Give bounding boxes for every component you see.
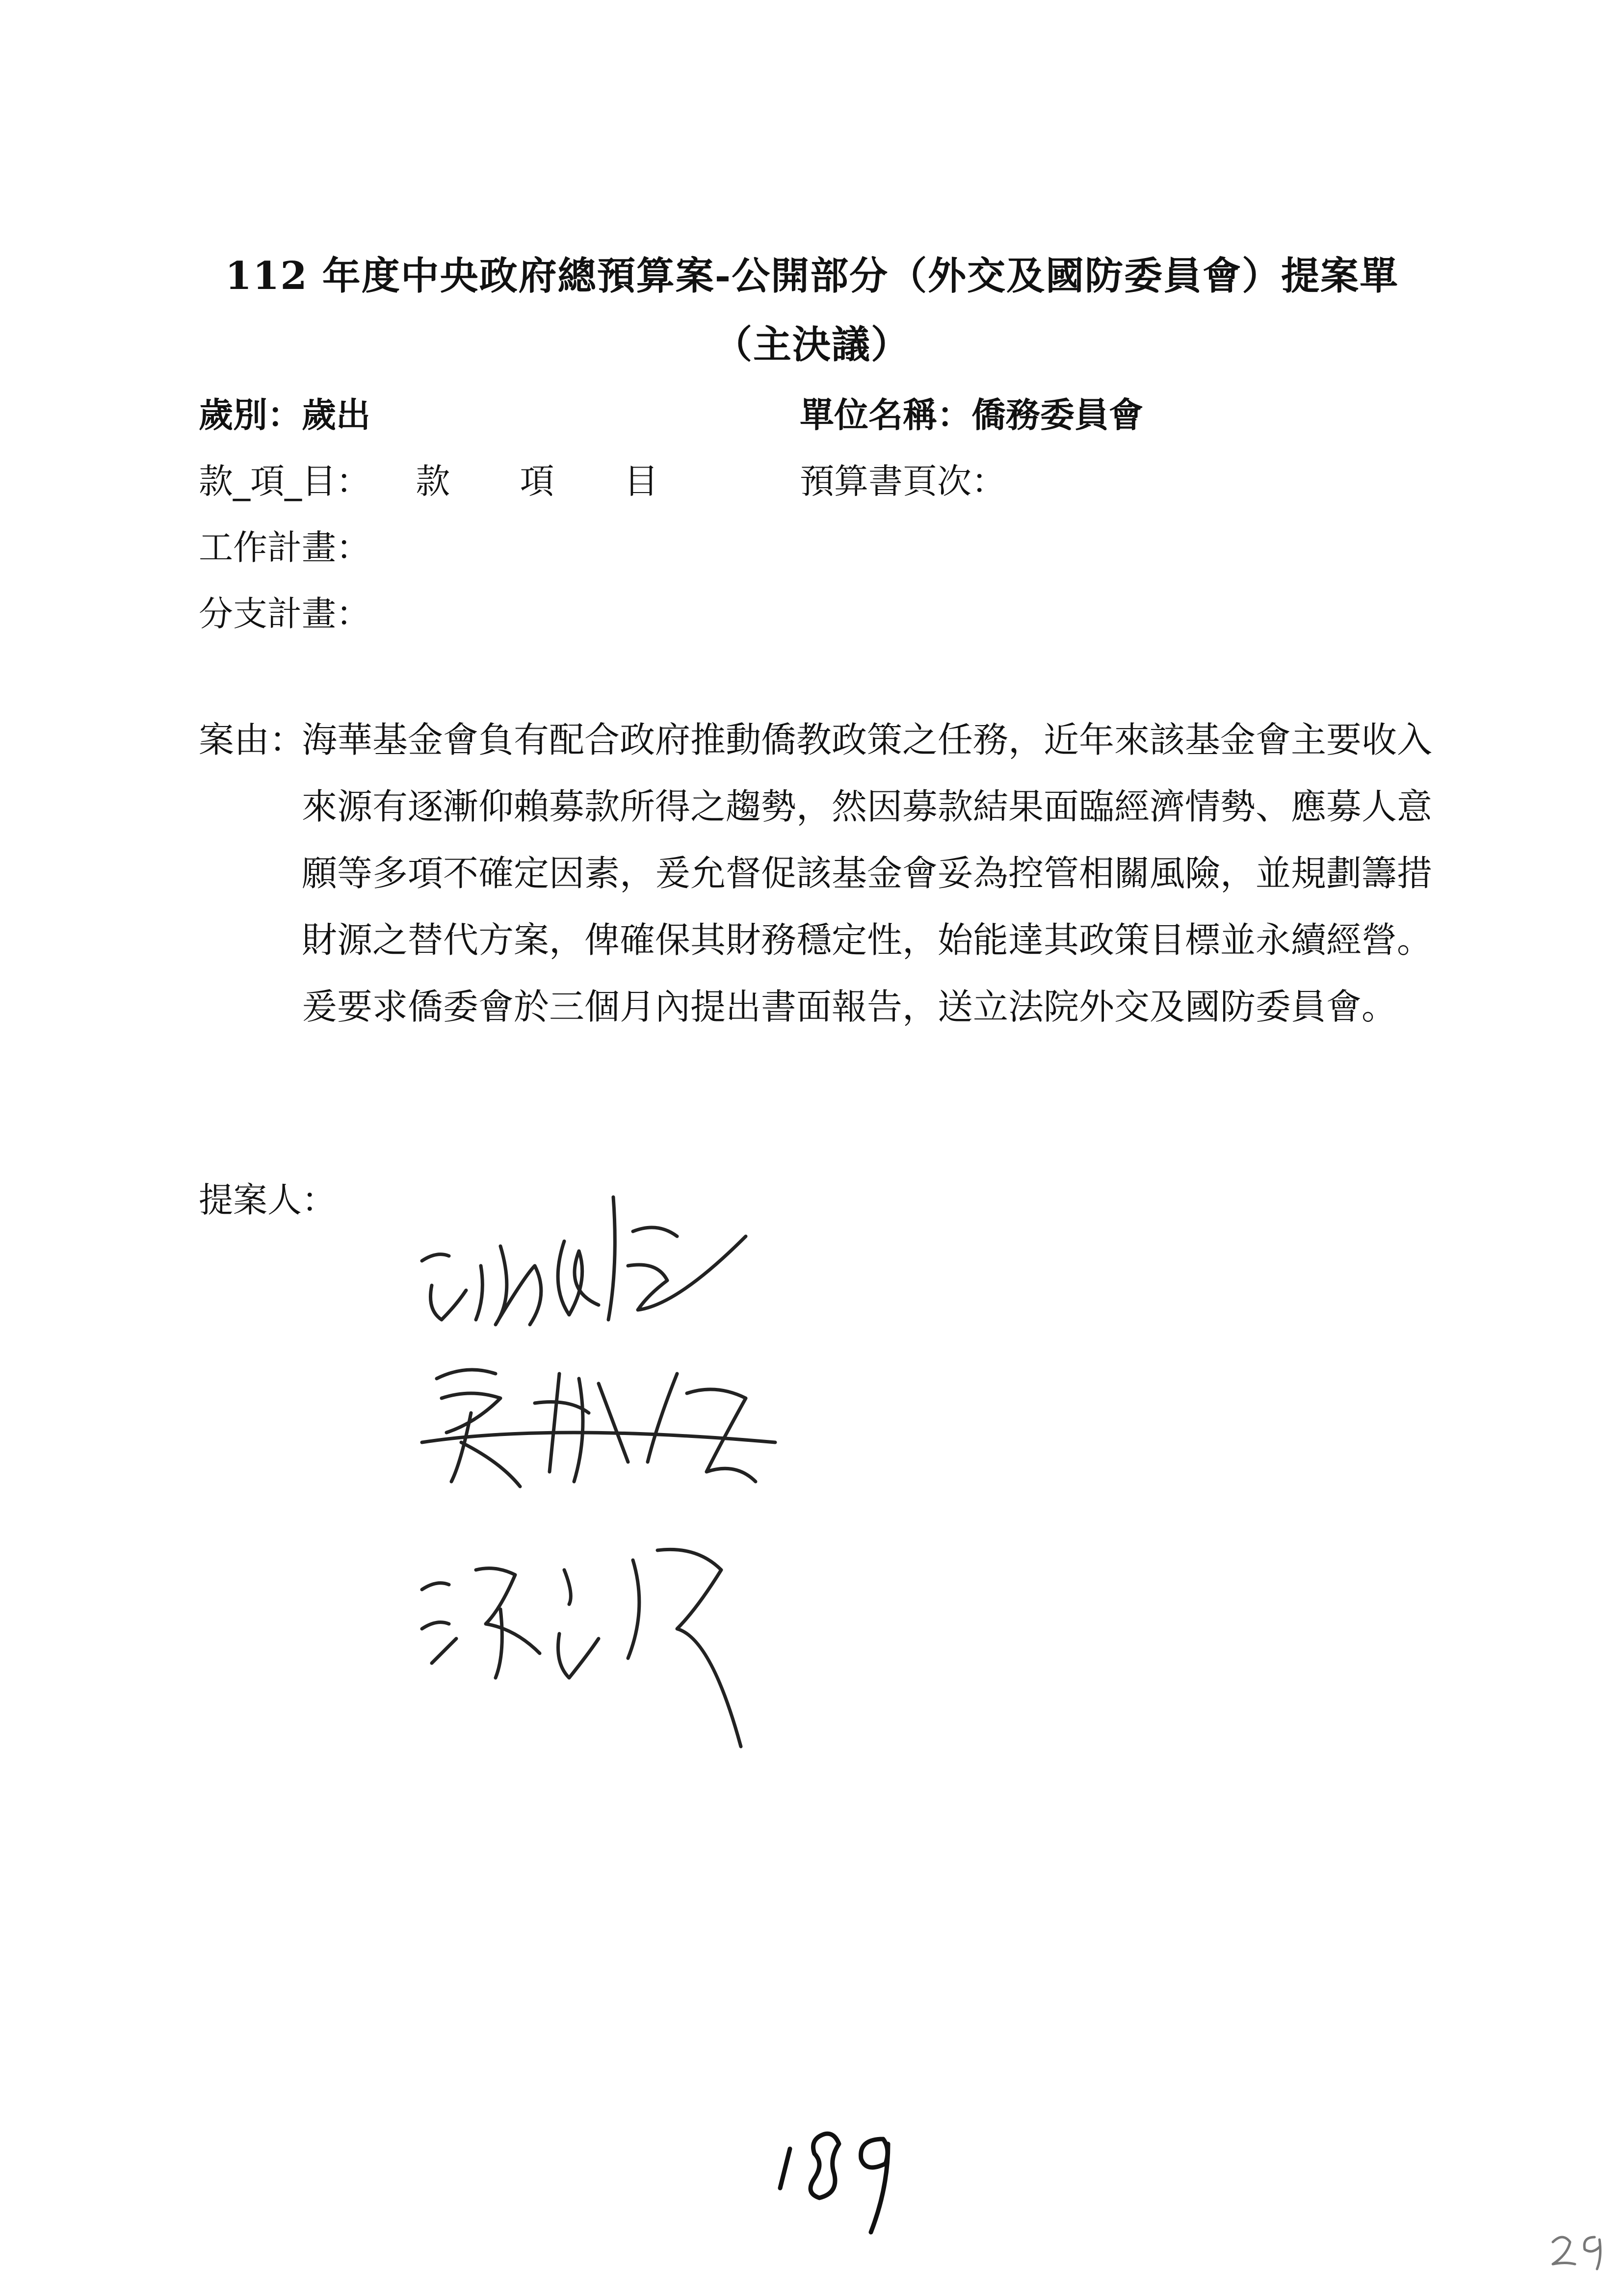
handwritten-signatures	[402, 1168, 868, 1756]
proposer-field	[199, 1173, 336, 1222]
work-plan-field	[199, 520, 370, 570]
budget-page-label: 預算書頁次：	[800, 461, 1006, 501]
category-label: 歲別：	[199, 395, 302, 435]
case-text: 海華基金會負有配合政府推動僑教政策之任務，近年來該基金會主要收入來源有逐漸仰賴募款所得之趨勢，然因募款結果面臨經濟情勢、應募人意願等多項不確定因素，爰允督促該基金會妥為控管相關風險，並規劃籌措財源之替代方案，俾確保其財務穩定性，始能達其政策目標並永續經營。爰要求僑委會於三個月內提出書面報告，送立法院外交及國防委員會。	[302, 719, 1433, 1027]
item-label: 款_項_目：	[199, 461, 370, 501]
case-section	[199, 706, 1455, 1040]
document-title-line1: 112 年度中央政府總預算案-公開部分（外交及國防委員會）提案單	[225, 254, 1399, 298]
handwritten-page-number	[765, 2114, 922, 2237]
case-label: 案由：	[199, 719, 305, 760]
category-field	[199, 388, 370, 437]
budget-page-field	[800, 454, 1006, 503]
unit-value: 僑務委員會	[971, 395, 1143, 435]
sub-plan-label: 分支計畫：	[199, 594, 370, 634]
work-plan-label: 工作計畫：	[199, 527, 370, 568]
category-value: 歲出	[302, 395, 370, 435]
item-value: 款 項 目	[416, 461, 688, 501]
handwritten-corner-number	[1545, 2227, 1614, 2271]
document-title-line2: （主決議）	[713, 322, 910, 367]
sub-plan-field	[199, 586, 370, 636]
unit-label: 單位名稱：	[800, 395, 971, 435]
unit-field	[800, 388, 1143, 437]
proposer-label: 提案人：	[199, 1180, 336, 1220]
item-field	[199, 454, 688, 503]
